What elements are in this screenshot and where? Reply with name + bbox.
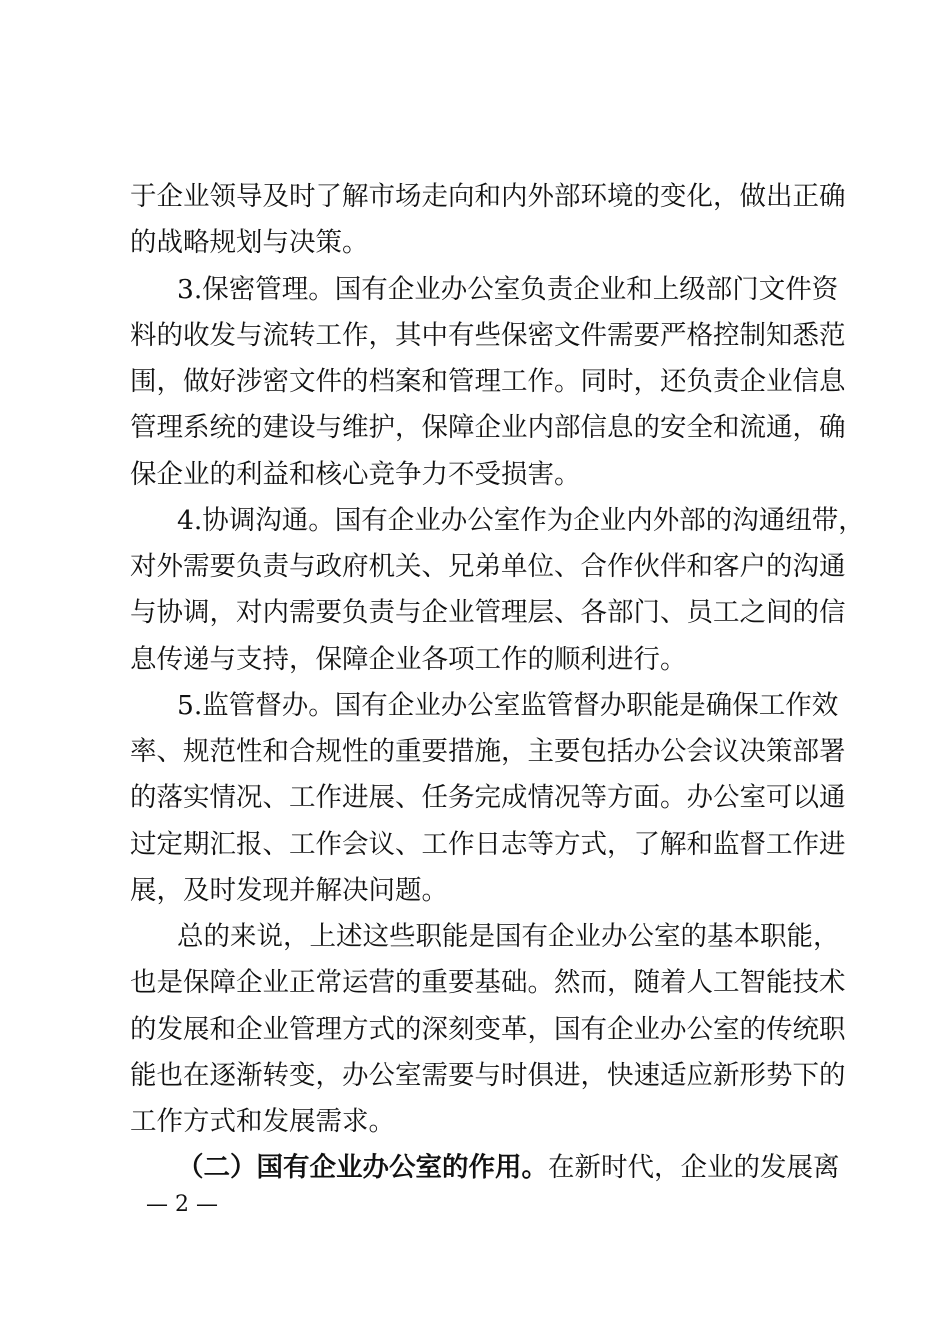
paragraph-line: 于企业领导及时了解市场走向和内外部环境的变化，做出正确 (130, 181, 846, 212)
paragraph-line: 工作方式和发展需求。 (130, 1106, 395, 1137)
paragraph-line: 的发展和企业管理方式的深刻变革，国有企业办公室的传统职 (130, 1014, 846, 1045)
paragraph-line: 过定期汇报、工作会议、工作日志等方式，了解和监督工作进 (130, 829, 846, 860)
paragraph-line: 展，及时发现并解决问题。 (130, 875, 448, 906)
paragraph-line: 总的来说，上述这些职能是国有企业办公室的基本职能， (177, 921, 840, 952)
page-number: — 2 — (146, 1192, 218, 1217)
paragraph-line: 围，做好涉密文件的档案和管理工作。同时，还负责企业信息 (130, 366, 846, 397)
paragraph-line: 4.协调沟通。国有企业办公室作为企业内外部的沟通纽带， (177, 505, 865, 536)
paragraph-line: 能也在逐渐转变，办公室需要与时俱进，快速适应新形势下的 (130, 1060, 846, 1091)
section-heading: （二）国有企业办公室的作用。 (177, 1152, 548, 1183)
heading-continuation: 在新时代，企业的发展离 (548, 1152, 840, 1183)
paragraph-line: 的落实情况、工作进展、任务完成情况等方面。办公室可以通 (130, 782, 846, 813)
section-heading-line (177, 1148, 840, 1188)
paragraph-line: 保企业的利益和核心竞争力不受损害。 (130, 459, 581, 490)
paragraph-line: 的战略规划与决策。 (130, 227, 369, 258)
paragraph-line: 管理系统的建设与维护，保障企业内部信息的安全和流通，确 (130, 412, 846, 443)
paragraph-line: 3.保密管理。国有企业办公室负责企业和上级部门文件资 (177, 274, 839, 305)
paragraph-line: 息传递与支持，保障企业各项工作的顺利进行。 (130, 644, 687, 675)
paragraph-line: 也是保障企业正常运营的重要基础。然而，随着人工智能技术 (130, 967, 846, 998)
paragraph-line: 对外需要负责与政府机关、兄弟单位、合作伙伴和客户的沟通 (130, 551, 846, 582)
paragraph-line: 料的收发与流转工作，其中有些保密文件需要严格控制知悉范 (130, 320, 846, 351)
paragraph-line: 率、规范性和合规性的重要措施，主要包括办公会议决策部署 (130, 736, 846, 767)
paragraph-line: 5.监管督办。国有企业办公室监管督办职能是确保工作效 (177, 690, 839, 721)
paragraph-line: 与协调，对内需要负责与企业管理层、各部门、员工之间的信 (130, 597, 846, 628)
